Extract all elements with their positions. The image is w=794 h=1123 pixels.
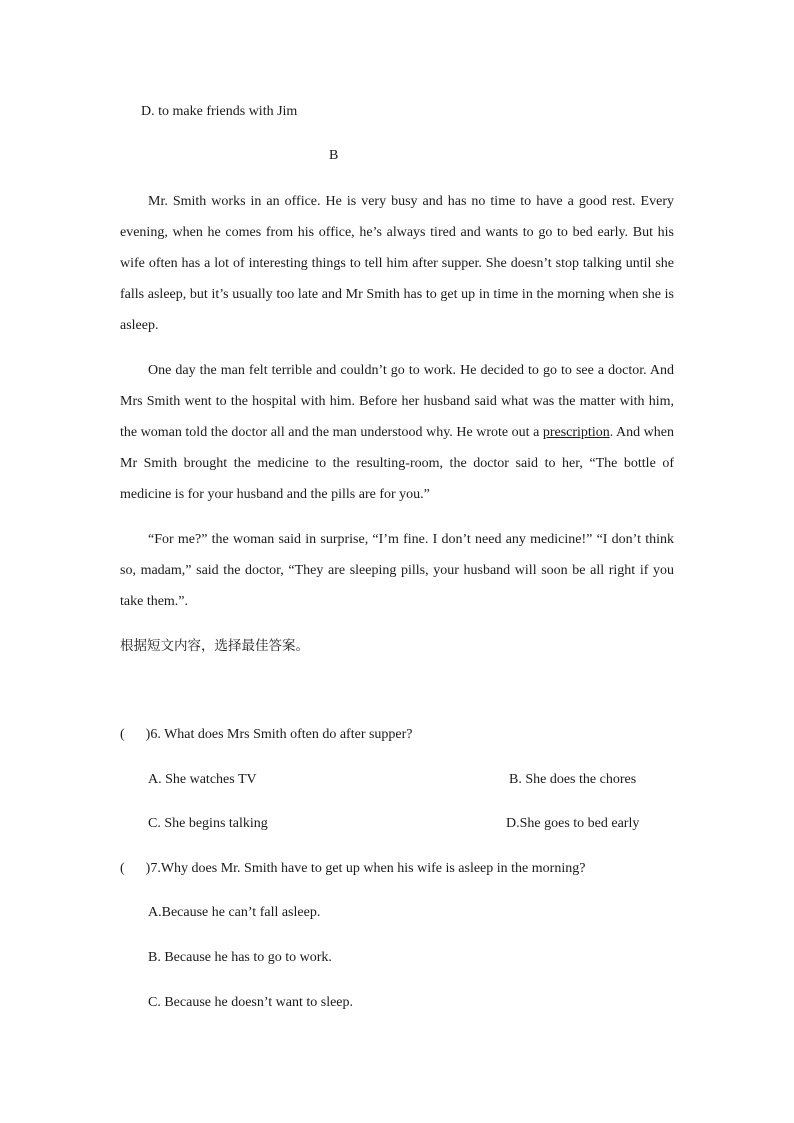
passage-paragraph-2 <box>120 355 674 510</box>
section-label: B <box>329 148 339 163</box>
previous-option-d: D. to make friends with Jim <box>141 104 298 119</box>
passage-paragraph-3: “For me?” the woman said in surprise, “I’m fine. I don’t need any medicine!” “I don’t think so, madam,” said the doctor, “They are sleeping pills, your husband will soon be all right if you take them.”. <box>120 532 674 609</box>
question-6 <box>120 726 413 744</box>
question-7-option-a: A.Because he can’t fall asleep. <box>148 905 321 920</box>
question-7-option-c: C. Because he doesn’t want to sleep. <box>148 995 354 1010</box>
passage-paragraph-2-text-a: One day the man felt terrible and couldn’t go to work. He decided to go to see a doctor. And Mrs Smith went to the hospital with him. Before her husband said what was the matter with him, the woman told the doctor all and the man understood why. He wrote out a <box>120 363 674 440</box>
answer-blank-7[interactable]: ( ) <box>120 861 151 876</box>
question-7-text: 7.Why does Mr. Smith have to get up when his wife is asleep in the morning? <box>150 861 586 876</box>
passage-paragraph-2-text-b: . And when Mr Smith brought the medicine to the resulting-room, the doctor said to her, “The bottle of medicine is for your husband and the pills are for you.” <box>120 425 674 502</box>
question-6-option-b: B. She does the chores <box>509 772 637 787</box>
question-6-option-c: C. She begins talking <box>148 816 268 831</box>
question-7 <box>120 860 585 878</box>
question-6-text: 6. What does Mrs Smith often do after supper? <box>150 727 413 742</box>
question-6-option-d: D.She goes to bed early <box>506 816 640 831</box>
answer-blank-6[interactable]: ( ) <box>120 727 151 742</box>
passage-paragraph-1: Mr. Smith works in an office. He is very busy and has no time to have a good rest. Every evening, when he comes from his office, he’s always tired and wants to go to bed early. But his wife often has a lot of interesting things to tell him after supper. She doesn’t stop talking until she falls asleep, but it’s usually too late and Mr Smith has to get up in time in the morning when she is asleep. <box>120 194 674 333</box>
prescription-word: prescription <box>542 425 610 440</box>
question-6-option-a: A. She watches TV <box>148 772 257 787</box>
instruction: 根据短文内容，选择最佳答案。 <box>120 638 309 654</box>
question-7-option-b: B. Because he has to go to work. <box>148 950 332 965</box>
